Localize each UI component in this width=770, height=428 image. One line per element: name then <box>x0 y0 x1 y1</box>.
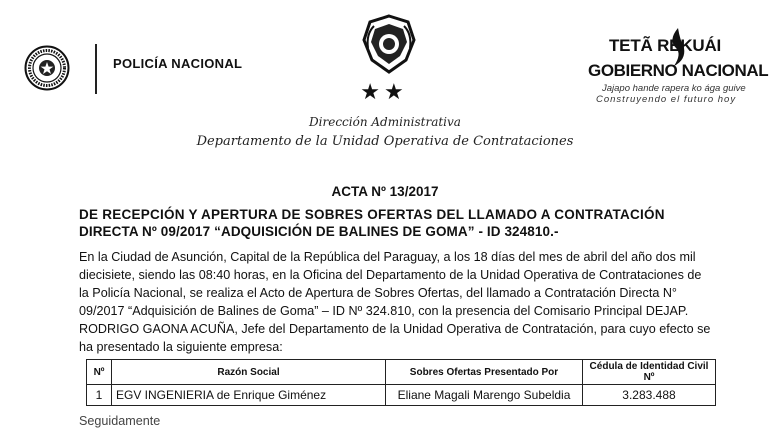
header-id-card: Cédula de Identidad Civil Nº <box>583 360 716 385</box>
body-line: ha presentado la siguiente empresa: <box>79 340 283 354</box>
body-line: RODRIGO GAONA ACUÑA, Jefe del Departamento de la Unidad Operativa de Contratación, para cuyo efecto se <box>79 322 711 336</box>
brand-tagline-spanish: Construyendo el futuro hoy <box>596 94 737 105</box>
direction-heading: Dirección Administrativa <box>309 115 461 129</box>
table-row <box>87 385 716 406</box>
cell-number: 1 <box>87 385 112 406</box>
footer-fragment: Seguidamente <box>79 414 161 428</box>
header-divider <box>95 44 97 94</box>
table-header-row <box>87 360 716 385</box>
rank-stars-icon: ★★ <box>360 79 408 104</box>
department-heading: Departamento de la Unidad Operativa de Contrataciones <box>196 134 574 149</box>
header-company: Razón Social <box>112 360 386 385</box>
brand-tagline-guarani: Jajapo hande rapera ko ága guive <box>602 83 746 94</box>
offers-table <box>86 359 716 406</box>
document-title-line-2: DIRECTA Nº 09/2017 “ADQUISICIÓN DE BALINES DE GOMA” - ID 324810.- <box>79 224 559 239</box>
cell-id-card: 3.283.488 <box>583 385 716 406</box>
header-number: Nº <box>87 360 112 385</box>
body-line: En la Ciudad de Asunción, Capital de la República del Paraguay, a los 18 días del mes de abril del año dos mil <box>79 250 696 264</box>
cell-company: EGV INGENIERIA de Enrique Giménez <box>112 385 386 406</box>
body-line: la Policía Nacional, se realiza el Acto de Apertura de Sobres Ofertas, del llamado a Contratación Directa N° <box>79 286 677 300</box>
header-presenter: Sobres Ofertas Presentado Por <box>386 360 583 385</box>
brand-line-1: TETÃ REKUÁI <box>609 36 722 55</box>
cell-presenter: Eliane Magali Marengo Subeldia <box>386 385 583 406</box>
acta-number: ACTA Nº 13/2017 <box>331 184 439 199</box>
paraguay-seal-icon <box>24 45 70 91</box>
institution-name: POLICÍA NACIONAL <box>113 56 243 71</box>
brand-line-2: GOBIERNO NACIONAL <box>588 61 769 80</box>
document-title-line-1: DE RECEPCIÓN Y APERTURA DE SOBRES OFERTAS DEL LLAMADO A CONTRATACIÓN <box>79 207 665 222</box>
body-line: 09/2017 “Adquisición de Balines de Goma” – ID Nº 324.810, con la presencia del Comisario Principal DEJAP. <box>79 304 689 318</box>
body-line: diecisiete, siendo las 08:40 horas, en la Oficina del Departamento de la Unidad Operativa de Contrataciones de <box>79 268 702 282</box>
police-crest-icon <box>358 14 420 78</box>
